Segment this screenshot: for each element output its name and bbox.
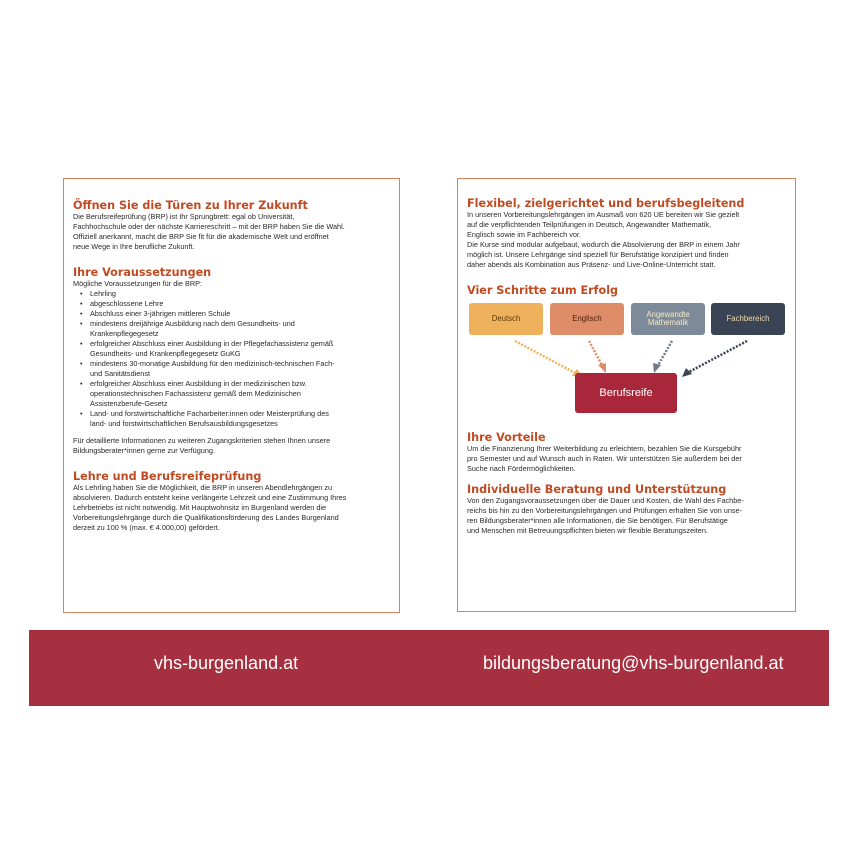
steps-diagram [467, 303, 787, 431]
heading-zukunft: Öffnen Sie die Türen zu Ihrer Zukunft [73, 199, 308, 212]
arrow-fach [687, 341, 747, 373]
heading-beratung: Individuelle Beratung und Unterstützung [467, 483, 727, 496]
text-line: möglich ist. Unsere Lehrgänge sind speziell für Berufstätige konzipiert und finden [467, 250, 729, 259]
text-line: Suche nach Fördermöglichkeiten. [467, 464, 576, 473]
step-label: Englisch [572, 314, 602, 323]
footer-band [29, 630, 829, 706]
list-item: • Lehrling [90, 289, 390, 299]
arrowhead-fach [682, 368, 692, 377]
arrowhead-englisch [598, 363, 606, 373]
text-line: Von den Zugangsvoraussetzungen über die Dauer und Kosten, die Wahl des Fachbe- [467, 496, 744, 505]
list-item: • mindestens 30-monatige Ausbildung für den medizinisch-technischen Fach- und Sanitätsdienst [90, 359, 390, 379]
list-item: • Land- und forstwirtschaftliche Facharbeiter:innen oder Meisterprüfung des land- und forstwirtschaftlichen Berufsausbildungsgesetzes [90, 409, 390, 429]
heading-flexibel: Flexibel, zielgerichtet und berufsbegleitend [467, 197, 745, 210]
list-item: • erfolgreicher Abschluss einer Ausbildung in der Pflegefachassistenz gemäß Gesundheits- und Krankenpflegegesetz GuKG [90, 339, 390, 359]
text-line: daher abends als Kombination aus Präsenz- und Live-Online-Unterricht statt. [467, 260, 716, 269]
text-line: Lehrbetriebs ist nicht notwendig. Mit Hauptwohnsitz im Burgenland werden die [73, 503, 327, 512]
step-englisch [550, 303, 624, 335]
arrow-englisch [589, 341, 603, 367]
text-line: Offiziell anerkannt, macht die BRP Sie fit für die akademische Welt und eröffnet [73, 232, 329, 241]
text-line: Als Lehrling haben Sie die Möglichkeit, die BRP in unseren Abendlehrgängen zu [73, 483, 333, 492]
step-fachbereich [711, 303, 785, 335]
voraussetzungen-list [73, 289, 390, 429]
text-line: ren Bildungsberater*innen alle Informationen, die Sie benötigen. Für Berufstätige [467, 516, 728, 525]
text-line: reichs bis hin zu den Vorbereitungslehrgängen und Prüfungen erhalten Sie von unse- [467, 506, 743, 515]
arrow-mathe [657, 341, 672, 367]
heading-vier-schritte: Vier Schritte zum Erfolg [467, 284, 619, 297]
text-line: auf die verpflichtenden Teilprüfungen in Deutsch, Angewandter Mathematik, [467, 220, 712, 229]
paragraph-zukunft [73, 212, 390, 252]
left-panel [63, 178, 400, 613]
list-item: • Abschluss einer 3-jährigen mittleren Schule [90, 309, 390, 319]
text-line: Die Kurse sind modular aufgebaut, wodurch die Absolvierung der BRP in einem Jahr [467, 240, 740, 249]
text-line: absolvieren. Dadurch entsteht keine verlängerte Lehrzeit und eine Zustimmung Ihres [73, 493, 347, 502]
paragraph-vorteile [467, 444, 787, 474]
list-item: • erfolgreicher Abschluss einer Ausbildung in der medizinischen bzw. operationstechnischen Fachassistenz gemäß dem Medizinischen Assistenzberufe-Gesetz [90, 379, 390, 409]
text-line: Die Berufsreifeprüfung (BRP) ist Ihr Sprungbrett: egal ob Universität, [73, 212, 295, 221]
email-link[interactable]: bildungsberatung@vhs-burgenland.at [483, 653, 784, 673]
voraussetzungen-intro: Mögliche Voraussetzungen für die BRP: [73, 279, 202, 288]
text-line: pro Semester und auf Wunsch auch in Raten. Wir unterstützen Sie außerdem bei der [467, 454, 742, 463]
right-panel [457, 178, 796, 612]
paragraph-beratung [467, 496, 787, 536]
heading-voraussetzungen: Ihre Voraussetzungen [73, 266, 212, 279]
step-label: Deutsch [491, 314, 521, 323]
arrow-deutsch [515, 341, 579, 375]
text-line: Fachhochschule oder der nächste Karriereschritt – mit der BRP haben Sie die Wahl. [73, 222, 345, 231]
heading-lehre: Lehre und Berufsreifeprüfung [73, 470, 262, 483]
list-item: • mindestens dreijährige Ausbildung nach dem Gesundheits- und Krankenpflegegesetz [90, 319, 390, 339]
heading-vorteile: Ihre Vorteile [467, 431, 546, 444]
text-line: Englisch sowie im Fachbereich vor. [467, 230, 581, 239]
step-angewandte-mathematik [631, 303, 705, 335]
text-line: Bildungsberater*innen gerne zur Verfügung. [73, 446, 215, 455]
paragraph-flexibel [467, 210, 787, 270]
step-deutsch [469, 303, 543, 335]
text-line: Vorbereitungslehrgänge durch die Qualifikationsförderung des Landes Burgenland [73, 513, 339, 522]
text-line: derzeit zu 100 % (max. € 4.000,00) gefördert. [73, 523, 220, 532]
text-line: neue Wege in Ihre berufliche Zukunft. [73, 242, 195, 251]
voraussetzungen-note [73, 436, 390, 456]
target-label: Berufsreife [599, 387, 653, 399]
website-link[interactable]: vhs-burgenland.at [154, 653, 299, 673]
text-line: Um die Finanzierung Ihrer Weiterbildung zu erleichtern, bezahlen Sie die Kursgebühr [467, 444, 742, 453]
step-label: Angewandte Mathematik [646, 310, 690, 327]
text-line: Für detaillierte Informationen zu weiteren Zugangskriterien stehen Ihnen unsere [73, 436, 331, 445]
list-item: • abgeschlossene Lehre [90, 299, 390, 309]
step-label: Fachbereich [726, 314, 770, 323]
paragraph-lehre [73, 483, 390, 533]
text-line: In unseren Vorbereitungslehrgängen im Ausmaß von 620 UE bereiten wir Sie gezielt [467, 210, 740, 219]
target-berufsreife [575, 373, 677, 413]
text-line: und Menschen mit Betreuungspflichten bieten wir flexible Beratungszeiten. [467, 526, 708, 535]
